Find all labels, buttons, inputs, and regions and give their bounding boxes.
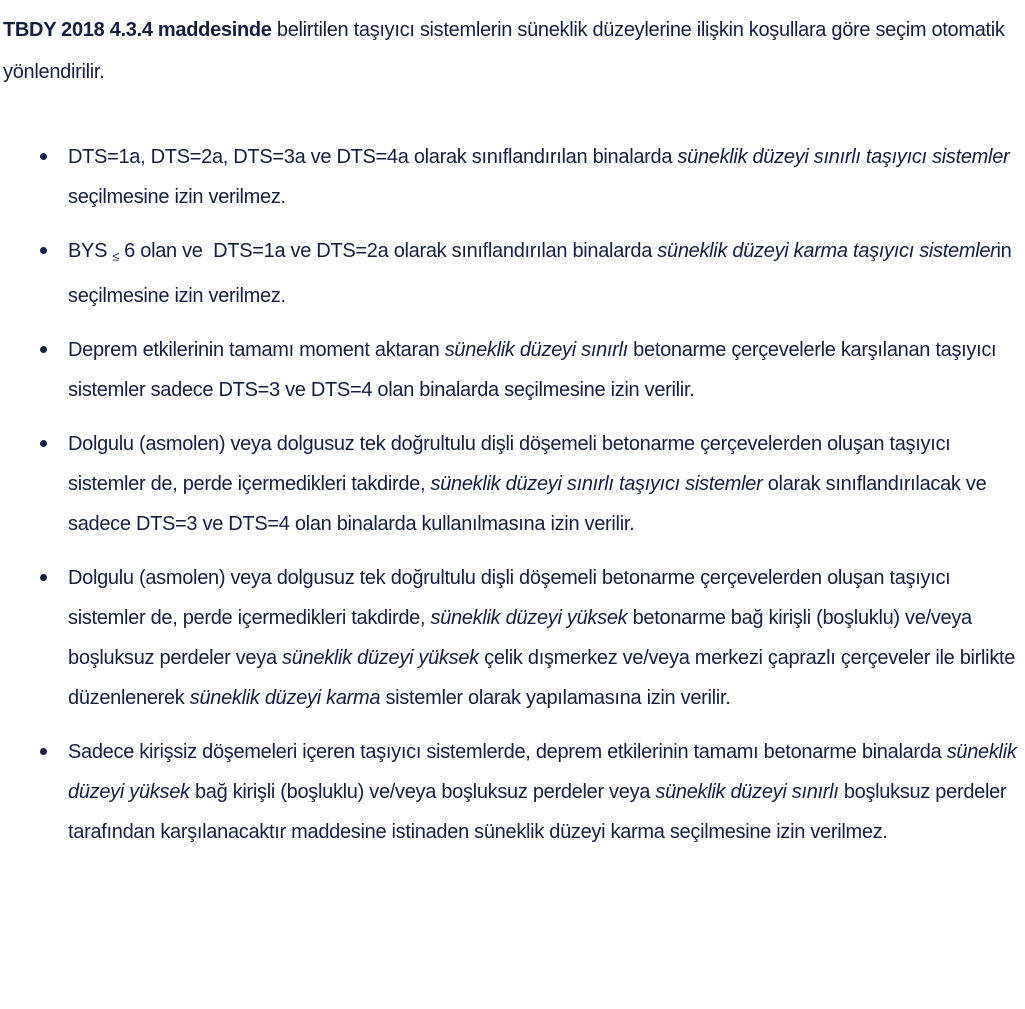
- bullet-icon: [40, 748, 47, 755]
- list-item-text: DTS=1a, DTS=2a, DTS=3a ve DTS=4a olarak sınıflandırılan binalarda süneklik düzeyi sınırlı taşıyıcı sistemler seçilmesine izin verilmez.: [68, 146, 1010, 208]
- list-item-text: BYS ≤ 6 olan ve DTS=1a ve DTS=2a olarak sınıflandırılan binalarda süneklik düzeyi karma taşıyıcı sistemlerin seçilmesine izin verilmez.: [68, 240, 1012, 308]
- bullet-icon: [40, 440, 47, 447]
- list-item: [68, 330, 1020, 410]
- list-item-text: Dolgulu (asmolen) veya dolgusuz tek doğrultulu dişli döşemeli betonarme çerçevelerden oluşan taşıyıcı sistemler de, perde içermedikleri takdirde, süneklik düzeyi sınırlı taşıyıcı sistemler olarak sınıflandırılacak ve sadece DTS=3 ve DTS=4 olan binalarda kullanılmasına izin verilir.: [68, 433, 987, 536]
- list-item-text: Dolgulu (asmolen) veya dolgusuz tek doğrultulu dişli döşemeli betonarme çerçevelerden oluşan taşıyıcı sistemler de, perde içermedikleri takdirde, süneklik düzeyi yüksek betonarme bağ kirişli (boşluklu) ve/veya boşluksuz perdeler veya süneklik düzeyi yüksek çelik dışmerkez ve/veya merkezi çaprazlı çerçeveler ile birlikte düzenlenerek süneklik düzeyi karma sistemler olarak yapılamasına izin verilir.: [68, 567, 1016, 710]
- list-item-text: Sadece kirişsiz döşemeleri içeren taşıyıcı sistemlerde, deprem etkilerinin tamamı betonarme binalarda süneklik düzeyi yüksek bağ kirişli (boşluklu) ve/veya boşluksuz perdeler veya süneklik düzeyi sınırlı boşluksuz perdeler tarafından karşılanacaktır maddesine istinaden süneklik düzeyi karma seçilmesine izin verilmez.: [68, 741, 1017, 844]
- list-item: [68, 424, 1020, 544]
- rules-list: [3, 137, 1020, 852]
- list-item: [68, 231, 1020, 316]
- bullet-icon: [40, 247, 47, 254]
- list-item: [68, 558, 1020, 718]
- list-item: [68, 732, 1020, 852]
- intro-paragraph: TBDY 2018 4.3.4 maddesinde belirtilen taşıyıcı sistemlerin süneklik düzeylerine ilişkin koşullara göre seçim otomatik yönlendirilir.: [3, 19, 1005, 83]
- list-item-text: Deprem etkilerinin tamamı moment aktaran süneklik düzeyi sınırlı betonarme çerçevelerle karşılanan taşıyıcı sistemler sadece DTS=3 ve DTS=4 olan binalarda seçilmesine izin verilir.: [68, 339, 997, 402]
- bullet-icon: [40, 153, 47, 160]
- bullet-icon: [40, 346, 47, 353]
- list-item: [68, 137, 1020, 217]
- bullet-icon: [40, 574, 47, 581]
